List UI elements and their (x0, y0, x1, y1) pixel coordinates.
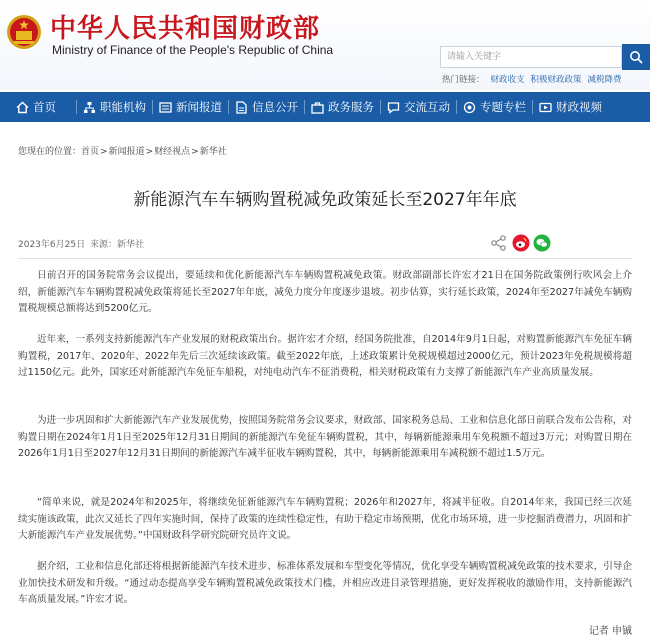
home-icon (16, 101, 29, 114)
article-paragraph: 为进一步巩固和扩大新能源汽车产业发展优势，按照国务院常务会议要求，财政部、国家税务总局、工业和信息化部日前联合发布公告称，对购置日期在2024年1月1日至2025年12月31日期间的新能源汽车免征车辆购置税，其中，每辆新能源乘用车免税额不超过3万元；对购置日期在2026年1月1日至2027年12月31日期间的新能源汽车减半征收车辆购置税，其中，每辆新能源乘用车减税额不超过1.5万元。 (18, 415, 632, 459)
weibo-icon[interactable] (512, 234, 530, 252)
nav-label: 首页 (33, 100, 56, 114)
search-input[interactable]: 请输入关键字 (440, 46, 622, 68)
breadcrumb-separator: > (191, 147, 199, 157)
document-icon (235, 101, 248, 114)
topic-icon (463, 101, 476, 114)
org-icon (83, 101, 96, 114)
nav-label: 职能机构 (100, 100, 146, 114)
nav-label: 政务服务 (328, 100, 374, 114)
hot-link[interactable]: 财政收支 (490, 75, 525, 85)
article-date: 2023年6月25日 (18, 240, 86, 250)
share-icon[interactable] (490, 234, 508, 252)
main-nav (0, 92, 650, 122)
article-paragraph: “简单来说，就是2024年和2025年，将继续免征新能源汽车车辆购置税；2026年和2027年，将减半征收。自2014年来，我国已经三次延续实施该政策，此次又延长了四年实施时间，保持了政策的连续性稳定性，有助于稳定市场预期，优化市场环境，进一步挖掘消费潜力，巩固和扩大新能源汽车产业发展优势。”中国财政科学研究院研究员许文说。 (18, 497, 632, 541)
breadcrumb-item[interactable]: 首页 (81, 147, 100, 157)
article-title: 新能源汽车车辆购置税减免政策延长至2027年年底 (133, 190, 517, 210)
nav-item-org[interactable] (77, 92, 152, 122)
article-paragraph: 近年来，一系列支持新能源汽车产业发展的财税政策出台。据许宏才介绍，经国务院批准，自2014年9月1日起，对购置新能源汽车免征车辆购置税，2017年、2020年、2022年先后三次延续该政策。截至2022年底，上述政策累计免税规模超过2000亿元，预计2023年免税规模将超过1150亿元。此外，国家还对新能源汽车免征车船税，对纯电动汽车不征消费税，相关财税政策有力支撑了新能源汽车产业高质量发展。 (18, 334, 632, 378)
breadcrumb-separator: > (100, 147, 108, 157)
article-paragraph: 日前召开的国务院常务会议提出，要延续和优化新能源汽车车辆购置税减免政策。财政部副部长许宏才21日在国务院政策例行吹风会上介绍，新能源汽车车辆购置税减免政策将延长至2027年年底，减免力度分年度逐步退坡。初步估算，实行延长政策，2024年至2027年减免车辆购置税规模总额将达到5200亿元。 (18, 270, 632, 314)
breadcrumb-item[interactable]: 新闻报道 (108, 147, 145, 157)
nav-item-news[interactable] (153, 92, 228, 122)
article-meta (18, 237, 146, 250)
article-paragraph: 据介绍，工业和信息化部还将根据新能源汽车技术进步、标准体系发展和车型变化等情况，优化享受车辆购置税减免政策的技术要求，引导企业加快技术研发和升级。“通过动态提高享受车辆购置税减免政策技术门槛，并相应改进目录管理措施，更好发挥税收的激励作用，支持新能源汽车高质量发展。”许宏才说。 (18, 561, 632, 605)
breadcrumb (18, 144, 227, 157)
news-icon (159, 101, 172, 114)
wechat-icon[interactable] (533, 234, 551, 252)
nav-item-home[interactable] (0, 92, 62, 122)
breadcrumb-item[interactable]: 财经视点 (154, 147, 191, 157)
breadcrumb-separator: > (145, 147, 154, 157)
breadcrumb-prefix: 您现在的位置： (18, 147, 82, 157)
article-source: 来源：新华社 (89, 240, 144, 250)
hot-links (442, 73, 628, 85)
nav-label: 财政视频 (556, 100, 602, 114)
nav-label: 信息公开 (252, 100, 298, 114)
nav-item-interaction[interactable] (381, 92, 456, 122)
national-emblem-icon[interactable] (6, 12, 42, 52)
search-icon (629, 50, 643, 64)
nav-item-video[interactable] (533, 92, 608, 122)
nav-item-service[interactable] (305, 92, 380, 122)
nav-item-disclosure[interactable] (229, 92, 304, 122)
breadcrumb-item[interactable]: 新华社 (199, 147, 227, 157)
search-button[interactable] (622, 44, 650, 70)
nav-label: 专题专栏 (480, 100, 526, 114)
article-author: 记者 申铖 (588, 626, 632, 636)
hot-links-label: 热门链接： (442, 75, 485, 85)
meta-divider (18, 258, 632, 259)
service-icon (311, 101, 324, 114)
site-header (0, 0, 650, 90)
site-name-cn[interactable]: 中华人民共和国财政部 (50, 14, 321, 44)
nav-item-topics[interactable] (457, 92, 532, 122)
hot-link[interactable]: 积极财政政策 (530, 75, 582, 85)
nav-label: 交流互动 (404, 100, 450, 114)
site-name-en: Ministry of Finance of the People's Republic of China (52, 43, 334, 57)
hot-link[interactable]: 减税降费 (587, 75, 622, 85)
video-icon (539, 101, 552, 114)
chat-icon (387, 101, 400, 114)
nav-label: 新闻报道 (176, 100, 222, 114)
